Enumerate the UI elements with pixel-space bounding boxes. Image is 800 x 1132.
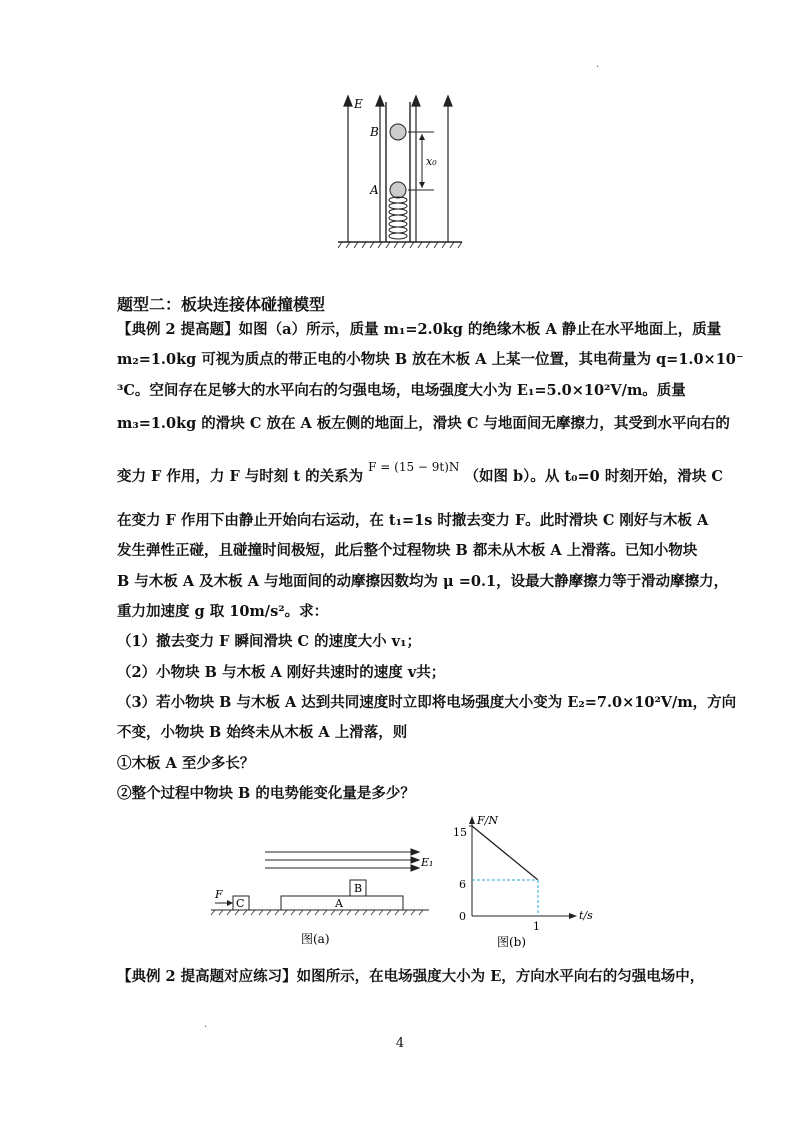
para-line-5-a: 变力 F 作用，力 F 与时刻 t 的关系为 [117,468,364,485]
question-1: （1）撤去变力 F 瞬间滑块 C 的速度大小 v₁； [117,633,421,650]
caption-a: 图(a) [301,932,330,946]
tick-15: 15 [453,826,467,839]
label-A: A [370,183,379,197]
label-E1: E₁ [421,856,434,869]
question-3b: 不变，小物块 B 始终未从木板 A 上滑落，则 [117,724,408,741]
force-formula: F = (15 − 9t)N [368,460,460,474]
page-number: 4 [395,1036,405,1051]
force-line [472,826,538,880]
figure-field-spring [330,92,470,252]
para-line-3: ³C。空间存在足够大的水平向右的匀强电场，电场强度大小为 E₁=5.0×10²V/m。质量 [117,382,686,399]
question-2: （2）小物块 B 与木板 A 刚好共速时的速度 v共； [117,664,446,681]
figure-a [205,840,445,950]
x-axis-label: t/s [579,909,593,922]
para-line-8: B 与木板 A 及木板 A 与地面间的动摩擦因数均为 μ =0.1，设最大静摩擦力等于滑动摩擦力， [117,573,729,590]
question-3-1: ①木板 A 至少多长？ [117,755,255,772]
label-B: B [370,125,379,139]
para-line-4: m₃=1.0kg 的滑块 C 放在 A 板左侧的地面上，滑块 C 与地面间无摩擦力，其受到水平向右的 [117,415,730,432]
label-E: E [354,97,363,111]
figure-b-chart [445,810,605,950]
label-F: F [215,888,223,901]
para-line-2: m₂=1.0kg 可视为质点的带正电的小物块 B 放在木板 A 上某一位置，其电荷量为 q=1.0×10⁻ [117,351,744,368]
para-line-7: 发生弹性正碰，且碰撞时间极短，此后整个过程物块 B 都未从木板 A 上滑落。已知小物块 [117,542,698,559]
question-3-2: ②整个过程中物块 B 的电势能变化量是多少？ [117,785,415,802]
label-board-A: A [335,897,343,910]
para-line-1: 【典例 2 提高题】如图（a）所示，质量 m₁=2.0kg 的绝缘木板 A 静止在水平地面上，质量 [117,321,722,338]
x-axis-arrow [569,913,577,919]
tick-6: 6 [459,878,466,891]
bottom-line: 【典例 2 提高题对应练习】如图所示，在电场强度大小为 E，方向水平向右的匀强电场中， [117,968,705,985]
label-x0: x₀ [426,155,437,168]
stray-mark-top: · [596,62,600,73]
para-line-9: 重力加速度 g 取 10m/s²。求： [117,603,329,620]
label-block-B: B [354,882,363,895]
tick-0: 0 [459,910,466,923]
question-3a: （3）若小物块 B 与木板 A 达到共同速度时立即将电场强度大小变为 E₂=7.0×10²V/m，方向 [117,694,737,711]
y-axis-arrow [469,816,475,824]
section-heading: 题型二：板块连接体碰撞模型 [117,295,326,314]
caption-b: 图(b) [497,935,527,949]
para-line-5 [117,460,723,487]
stray-mark-bottom: · [204,1022,208,1033]
para-line-6: 在变力 F 作用下由静止开始向右运动，在 t₁=1s 时撤去变力 F。此时滑块 C 刚好与木板 A [117,512,709,529]
tick-1: 1 [533,920,540,933]
para-line-5-b: （如图 b）。从 t₀=0 时刻开始，滑块 C [464,468,723,485]
label-block-C: C [236,897,245,910]
y-axis-label: F/N [477,814,498,827]
